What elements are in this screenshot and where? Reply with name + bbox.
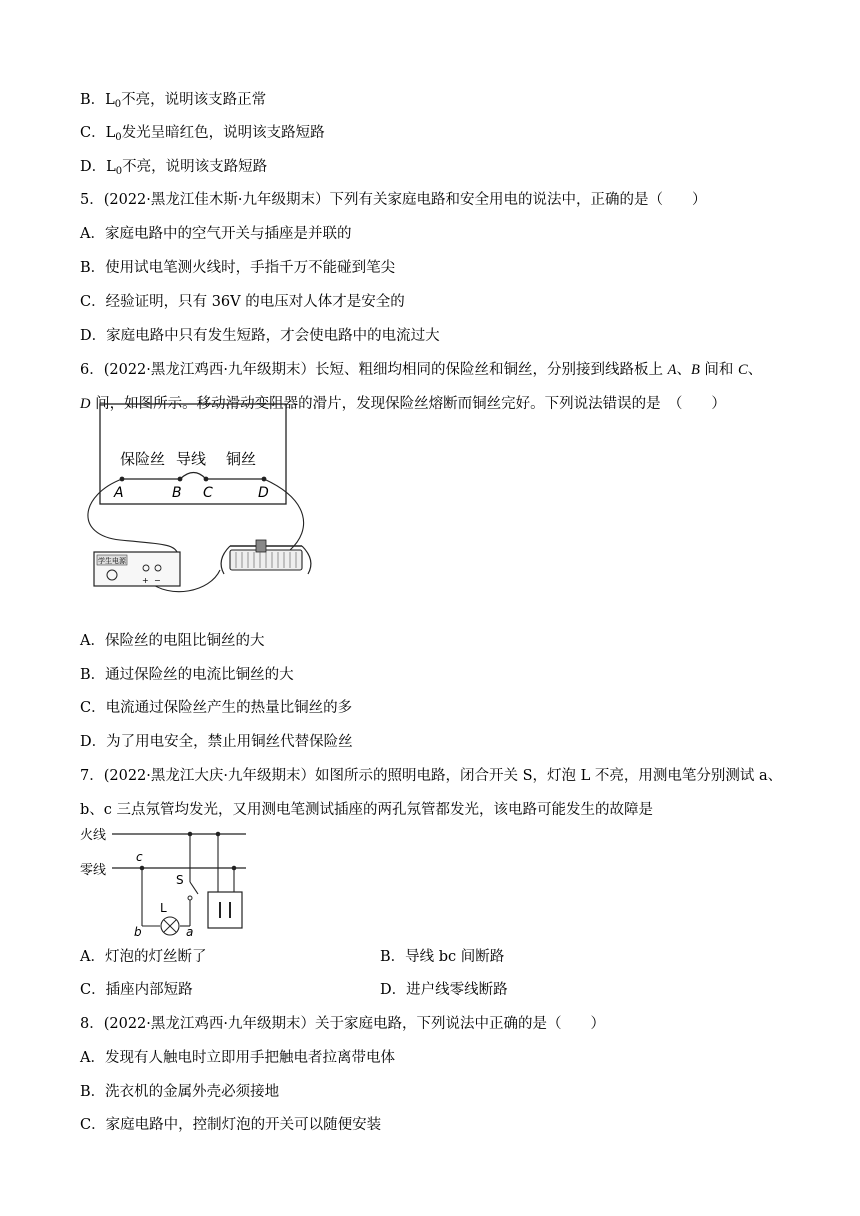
- q5-option-b: B．使用试电笔测火线时，手指千万不能碰到笔尖: [80, 260, 396, 276]
- q8-option-a: A．发现有人触电时立即用手把触电者拉离带电体: [80, 1050, 395, 1066]
- point-c: C: [203, 485, 213, 501]
- q7-option-c: C．插座内部短路: [80, 982, 193, 998]
- q6-stem-line2: D 间，如图所示。移动滑动变阻器的滑片，发现保险丝熔断而铜丝完好。下列说法错误的是 （ ）: [80, 396, 726, 412]
- point-b-label: b: [134, 925, 142, 939]
- plus-terminal: +: [142, 576, 149, 585]
- q7-stem-line2: b、c 三点氖管均发光，又用测电笔测试插座的两孔氖管都发光，该电路可能发生的故障是: [80, 802, 654, 818]
- point-c-label: c: [136, 850, 143, 864]
- q6-option-c: C．电流通过保险丝产生的热量比铜丝的多: [80, 700, 353, 716]
- point-a: A: [114, 485, 124, 501]
- q8-option-c: C．家庭电路中，控制灯泡的开关可以随便安装: [80, 1117, 382, 1133]
- neutral-wire-label: 零线: [80, 863, 107, 878]
- point-b: B: [172, 485, 182, 501]
- copper-label: 铜丝: [226, 450, 257, 468]
- fuse-label: 保险丝: [120, 450, 166, 468]
- q6-option-d: D．为了用电安全，禁止用铜丝代替保险丝: [80, 734, 353, 750]
- q7-stem-line1: 7．(2022·黑龙江大庆·九年级期末）如图所示的照明电路，闭合开关 S，灯泡 L 不亮，用测电笔分别测试 a、: [80, 768, 783, 784]
- q6-option-b: B．通过保险丝的电流比铜丝的大: [80, 667, 294, 683]
- wire-label: 导线: [176, 450, 207, 468]
- q7-circuit-figure: [78, 822, 278, 942]
- q4-option-b: B．$L_0$不亮，说明该支路正常: [80, 92, 267, 110]
- q7-option-a: A．灯泡的灯丝断了: [80, 949, 207, 965]
- q7-option-b: B．导线 bc 间断路: [380, 949, 505, 965]
- power-supply-label: 学生电源: [98, 557, 126, 565]
- q6-circuit-figure: [80, 400, 340, 620]
- point-d: D: [258, 485, 269, 501]
- q4-option-c: C．$L_0$发光呈暗红色，说明该支路短路: [80, 125, 325, 143]
- q5-option-d: D．家庭电路中只有发生短路，才会使电路中的电流过大: [80, 328, 440, 344]
- q8-stem: 8．(2022·黑龙江鸡西·九年级期末）关于家庭电路，下列说法中正确的是（ ）: [80, 1016, 605, 1032]
- q8-option-b: B．洗衣机的金属外壳必须接地: [80, 1084, 280, 1100]
- minus-terminal: −: [154, 576, 161, 585]
- rheostat: [221, 540, 311, 574]
- switch-label: S: [176, 873, 184, 887]
- socket: [208, 892, 242, 928]
- bulb-label: L: [160, 901, 167, 915]
- q5-option-c: C．经验证明，只有 36V 的电压对人体才是安全的: [80, 294, 405, 310]
- q5-option-a: A．家庭电路中的空气开关与插座是并联的: [80, 226, 352, 242]
- point-a-label: a: [186, 925, 194, 939]
- live-wire-label: 火线: [80, 828, 107, 843]
- q6-option-a: A．保险丝的电阻比铜丝的大: [80, 633, 265, 649]
- q5-stem: 5．(2022·黑龙江佳木斯·九年级期末）下列有关家庭电路和安全用电的说法中，正确的是（ ）: [80, 192, 707, 208]
- q7-option-d: D．进户线零线断路: [380, 982, 508, 998]
- q6-stem-line1: 6．(2022·黑龙江鸡西·九年级期末）长短、粗细均相同的保险丝和铜丝，分别接到线路板上 A、B 间和 C、: [80, 362, 763, 378]
- q4-option-d: D．$L_0$不亮，说明该支路短路: [80, 159, 268, 177]
- switch-s: [190, 882, 198, 894]
